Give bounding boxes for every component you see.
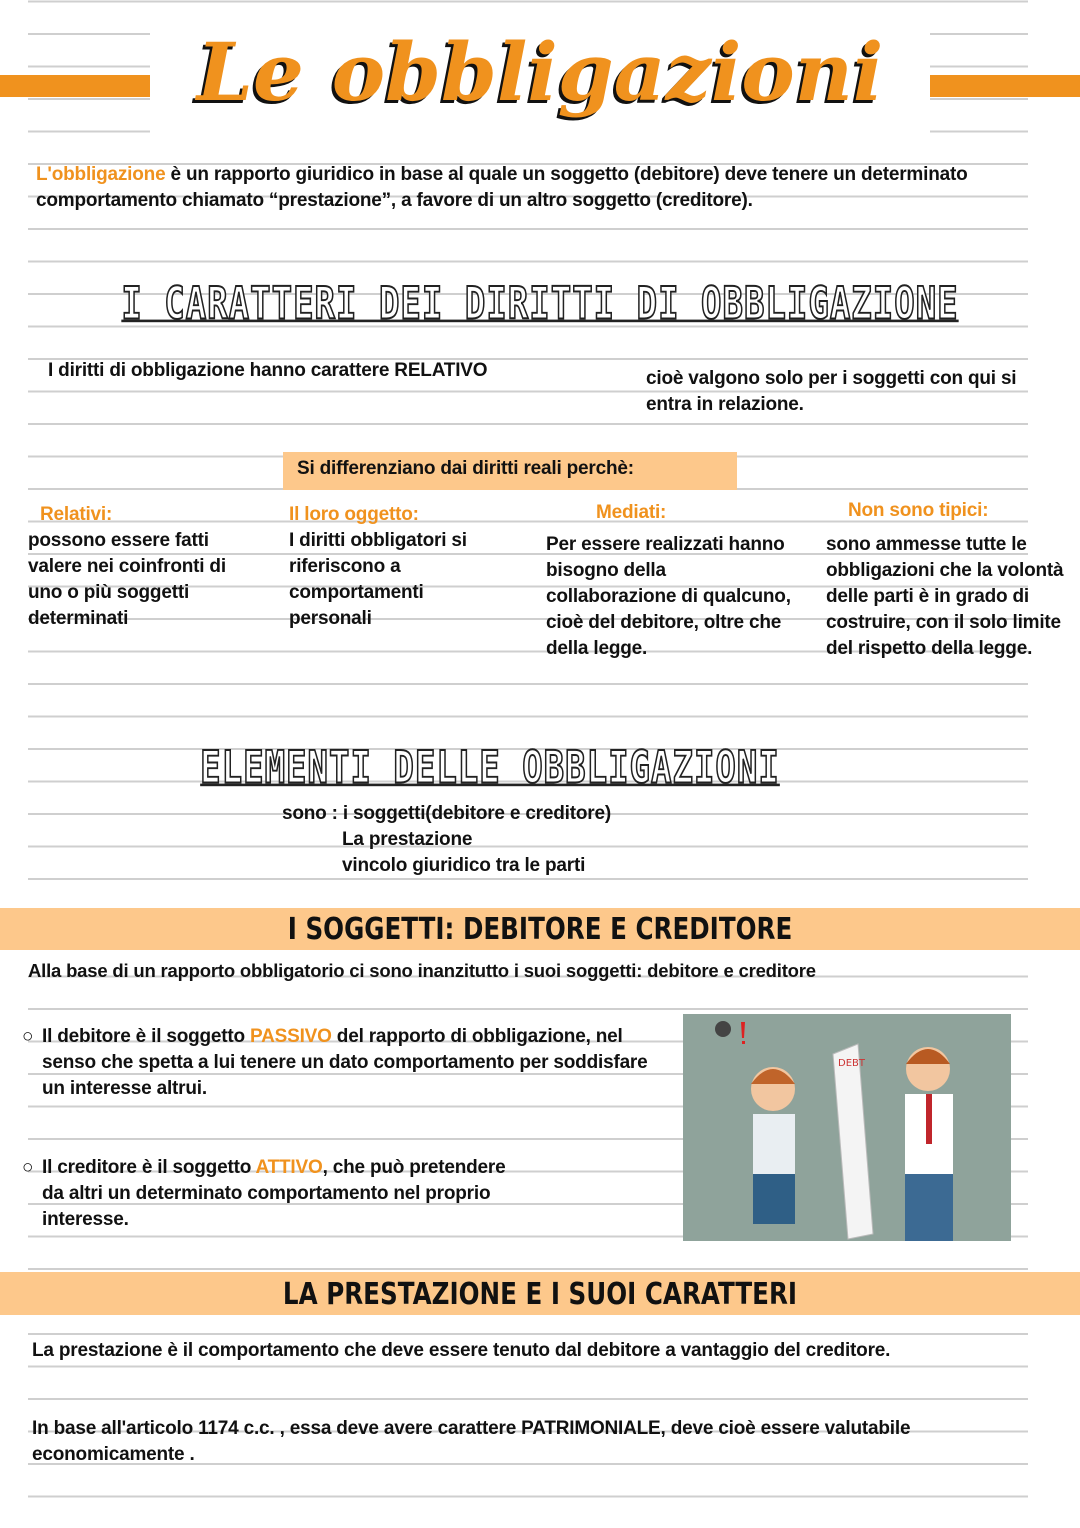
caratteri-heading: I CARATTERI DEI DIRITTI DI OBBLIGAZIONE xyxy=(121,278,959,330)
intro-paragraph xyxy=(36,162,1036,214)
column-text: possono essere fatti valere nei coinfronti di uno o più soggetti determinati xyxy=(28,530,226,629)
elementi-line: vincolo giuridico tra le parti xyxy=(342,855,586,876)
text: Il creditore è il soggetto xyxy=(42,1157,256,1178)
debtor-creditor-image xyxy=(683,1014,1011,1241)
caratteri-left: I diritti di obbligazione hanno carattere RELATIVO xyxy=(48,360,488,381)
text: Il debitore è il soggetto xyxy=(42,1026,251,1047)
column-mediati xyxy=(546,500,791,662)
prestazione-paragraph: In base all'articolo 1174 c.c. , essa deve avere carattere PATRIMONIALE, deve cioè essere valutabile economicamente . xyxy=(32,1418,911,1465)
bullet-icon: ○ xyxy=(22,1026,34,1047)
differenze-band: Si differenziano dai diritti reali perchè: xyxy=(283,452,737,490)
elementi-line: La prestazione xyxy=(342,829,473,850)
elementi-heading: ELEMENTI DELLE OBBLIGAZIONI xyxy=(200,742,780,794)
column-text: Per essere realizzati hanno bisogno della collaborazione di qualcuno, cioè del debitore, oltre che della legge. xyxy=(546,534,791,659)
prestazione-heading: LA PRESTAZIONE E I SUOI CARATTERI xyxy=(282,1277,798,1312)
creditore-item xyxy=(22,1155,522,1233)
soggetti-band xyxy=(0,908,1080,950)
column-relativi xyxy=(28,502,253,632)
elementi-line: sono : i soggetti(debitore e creditore) xyxy=(282,803,611,824)
column-text: sono ammesse tutte le obbligazioni che la volontà delle parti è in grado di costruire, con il solo limite del rispetto della legge. xyxy=(826,534,1064,659)
column-title: Relativi: xyxy=(40,504,113,525)
intro-term: L'obbligazione xyxy=(36,164,166,185)
prestazione-paragraph: La prestazione è il comportamento che deve essere tenuto dal debitore a vantaggio del creditore. xyxy=(32,1340,891,1361)
soggetti-intro: Alla base di un rapporto obbligatorio ci sono inanzitutto i suoi soggetti: debitore e creditore xyxy=(28,960,816,981)
column-title: Mediati: xyxy=(596,502,667,523)
attivo-keyword: ATTIVO xyxy=(255,1157,323,1178)
bullet-icon: ○ xyxy=(22,1157,34,1178)
caratteri-right: cioè valgono solo per i soggetti con qui si entra in relazione. xyxy=(646,368,1017,415)
column-title: Il loro oggetto: xyxy=(289,504,419,525)
prestazione-band xyxy=(0,1272,1080,1315)
column-oggetto xyxy=(289,502,489,632)
intro-text: è un rapporto giuridico in base al quale un soggetto (debitore) deve tenere un determinato comportamento chiamato “prestazione”, a favore di un altro soggetto (creditore). xyxy=(36,164,968,211)
passivo-keyword: PASSIVO xyxy=(250,1026,332,1047)
debitore-item xyxy=(22,1024,652,1102)
debt-label: DEBT xyxy=(838,1058,865,1069)
soggetti-heading: I SOGGETTI: DEBITORE E CREDITORE xyxy=(287,912,793,947)
column-title: Non sono tipici: xyxy=(848,500,989,521)
debt-illustration xyxy=(683,1014,1011,1241)
column-text: I diritti obbligatori si riferiscono a comportamenti personali xyxy=(289,530,467,629)
text: del rapporto di obbligazione, nel senso che spetta a lui tenere un dato comportamento per soddisfare un interesse altrui. xyxy=(42,1026,648,1099)
text: , che può pretendere da altri un determinato comportamento nel proprio interesse. xyxy=(42,1157,506,1230)
page-title: Le obbligazioni xyxy=(196,25,884,119)
column-tipici xyxy=(826,498,1076,662)
